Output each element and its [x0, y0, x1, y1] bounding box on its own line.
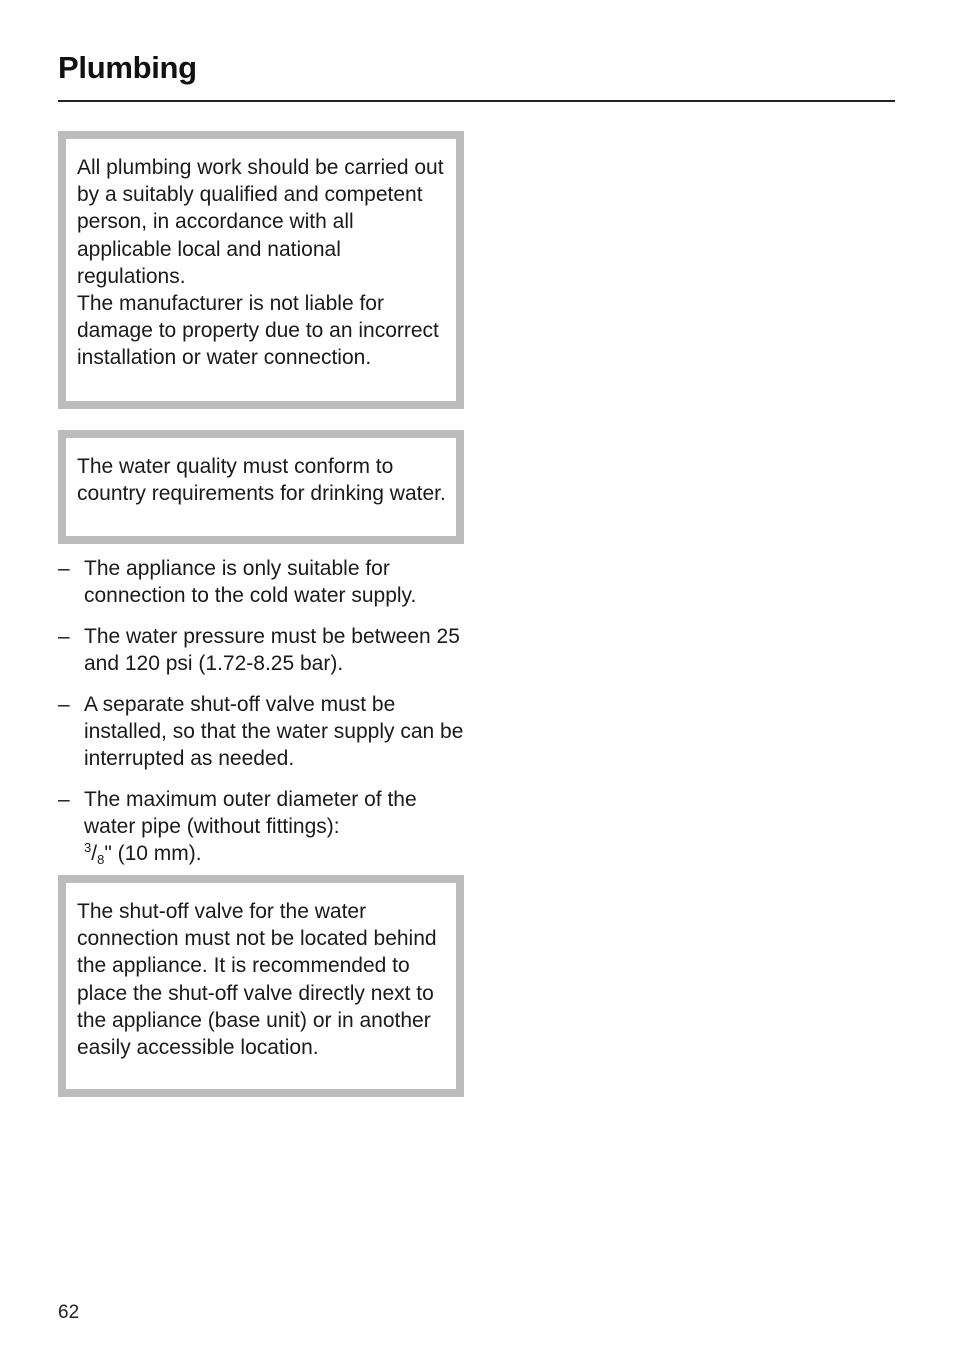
list-dash: –	[58, 692, 70, 716]
page-title: Plumbing	[58, 50, 197, 85]
fraction-denominator: 8	[97, 852, 105, 867]
notice-box-shutoff-valve	[58, 875, 464, 1097]
list-item	[58, 555, 468, 609]
fraction-slash: /	[91, 842, 98, 865]
notice-box-plumbing-work	[58, 131, 464, 409]
fraction-suffix: " (10 mm).	[104, 842, 202, 865]
list-item	[58, 691, 468, 773]
notice-paragraph: The water quality must conform to country requirements for drinking water.	[77, 455, 446, 506]
page-number: 62	[58, 1302, 80, 1323]
notice-paragraph: All plumbing work should be carried out by a suitably qualified and competent person, in accordance with all applicable local and national regulations.	[77, 156, 444, 288]
list-dash: –	[58, 557, 70, 580]
list-item-text: A separate shut-off valve must be installed, so that the water supply can be interrupted as needed.	[84, 692, 464, 770]
list-item-text: The maximum outer diameter of the water pipe (without fittings):	[84, 787, 417, 838]
pipe-diameter-value	[84, 842, 202, 865]
list-item-text: The appliance is only suitable for connection to the cold water supply.	[84, 557, 417, 608]
requirements-list	[58, 555, 468, 881]
notice-paragraph: The shut-off valve for the water connection must not be located behind the appliance. It is recommended to place the shut-off valve directly next to the appliance (base unit) or in another easily accessible location.	[77, 900, 437, 1060]
list-item	[58, 786, 468, 868]
fraction-numerator: 3	[84, 840, 92, 855]
list-dash: –	[58, 624, 70, 648]
list-dash: –	[58, 787, 70, 811]
notice-paragraph: The manufacturer is not liable for damage to property due to an incorrect installation or water connection.	[77, 292, 439, 370]
title-divider	[58, 100, 895, 102]
list-item-text: The water pressure must be between 25 and 120 psi (1.72-8.25 bar).	[84, 624, 460, 675]
list-item	[58, 623, 468, 677]
notice-box-water-quality	[58, 430, 464, 544]
